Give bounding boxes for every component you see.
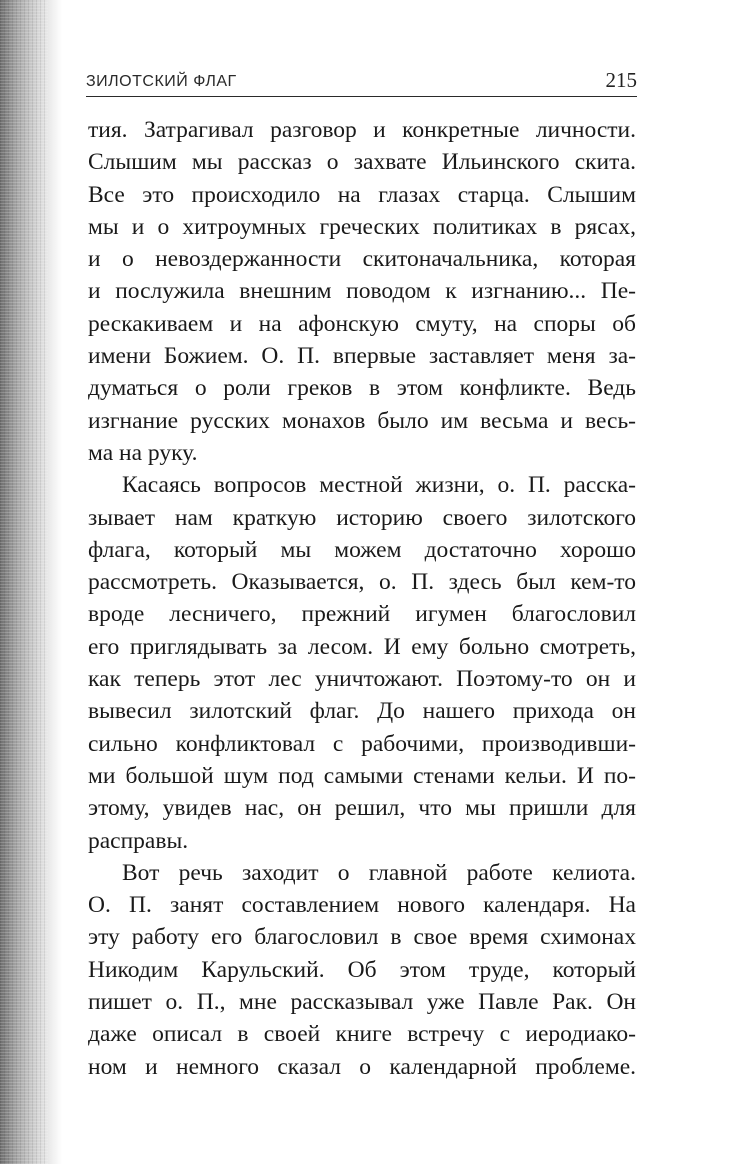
text-line: и о невоздержанности скитоначальника, которая [88,246,636,273]
paragraph-2 [88,469,636,857]
text-line: изгнание русских монахов было им весьма и весь- [88,407,636,434]
text-line: флага, который мы можем достаточно хорошо [88,536,636,563]
body-text [88,114,636,1083]
page-binding-texture [0,0,48,1164]
paragraph-1 [88,114,636,469]
running-title: ЗИЛОТСКИЙ ФЛАГ [86,73,237,90]
text-line: тия. Затрагивал разговор и конкретные личности. [88,117,636,143]
text-line: вроде лесничего, прежний игумен благословил [88,601,636,628]
text-line: мы и о хитроумных греческих политиках в рясах, [88,213,636,240]
text-line: Вот речь заходит о главной работе келиота. [122,859,636,886]
text-line: ма на руку. [88,439,198,466]
text-line: ми большой шум под самыми стенами кельи. И по- [88,762,636,789]
page-number: 215 [605,68,637,92]
text-line: расправы. [88,827,189,854]
text-line: эту работу его благословил в свое время схимонах [88,924,636,951]
text-line: вывесил зилотский флаг. До нашего прихода он [88,698,636,725]
text-line: даже описал в своей книге встречу с иеродиако- [88,1021,636,1048]
text-line: этому, увидев нас, он решил, что мы пришли для [88,795,636,822]
text-line: зывает нам краткую историю своего зилотского [88,504,636,531]
running-header [86,66,637,97]
text-line: сильно конфликтовал с рабочими, производивши- [88,730,636,757]
text-line: рассмотреть. Оказывается, о. П. здесь был кем-то [88,569,636,596]
text-line: Касаясь вопросов местной жизни, о. П. расска- [122,472,636,499]
text-line: Все это происходило на глазах старца. Слышим [88,181,636,208]
text-line: имени Божием. О. П. впервые заставляет меня за- [88,343,636,370]
paragraph-3 [88,857,636,1083]
text-line: Слышим мы рассказ о захвате Ильинского скита. [88,149,636,176]
text-line: рескакиваем и на афонскую смуту, на споры об [88,310,636,337]
text-line: и послужила внешним поводом к изгнанию... Пе- [88,278,636,305]
text-line: как теперь этот лес уничтожают. Поэтому-то он и [88,666,636,693]
text-line: пишет о. П., мне рассказывал уже Павле Рак. Он [88,989,636,1016]
text-line: думаться о роли греков в этом конфликте. Ведь [88,375,636,402]
text-line: О. П. занят составлением нового календаря. На [88,892,636,919]
text-line: его приглядывать за лесом. И ему больно смотреть, [88,633,636,660]
text-line: Никодим Карульский. Об этом труде, который [88,956,636,983]
text-line: ном и немного сказал о календарной проблеме. [88,1053,636,1080]
